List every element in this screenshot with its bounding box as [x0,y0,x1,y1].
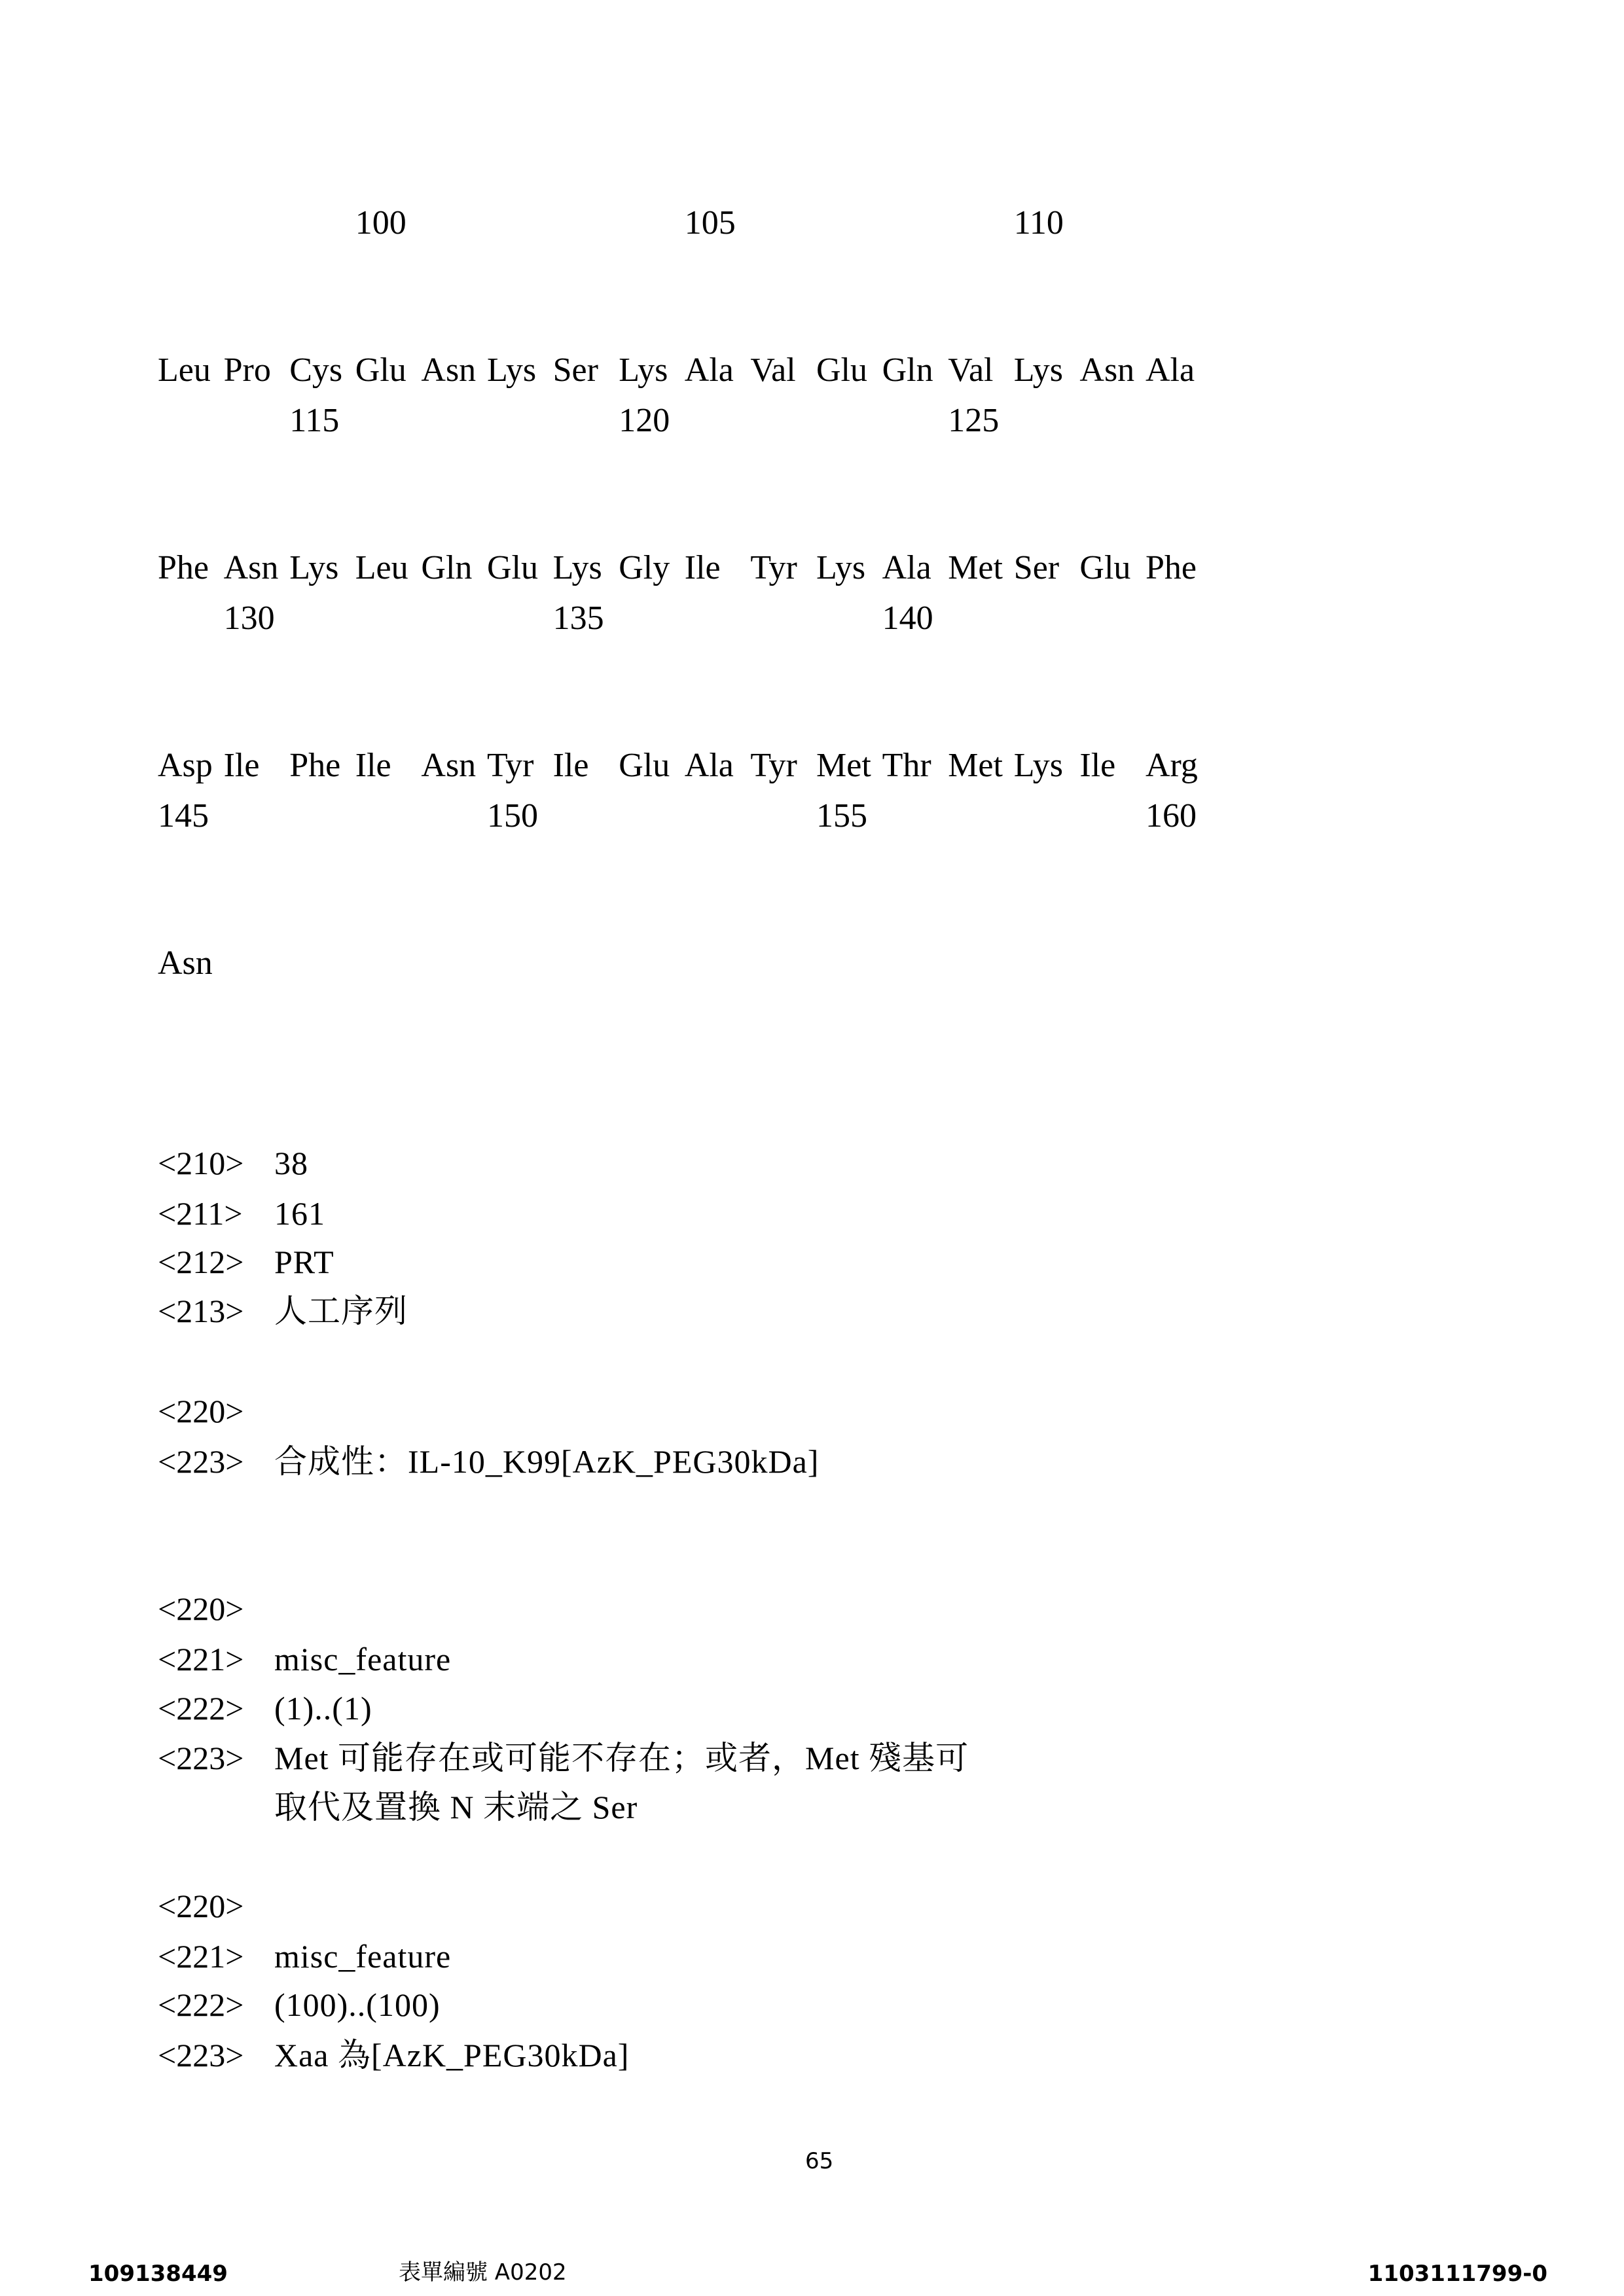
field-tag: <220> [158,1391,244,1431]
residue: Tyr [750,548,816,588]
residue: Lys [553,548,619,588]
residue: Ile [1079,746,1145,785]
residue: Ile [685,548,750,588]
residue: Leu [158,351,223,390]
form-number: 表單編號 A0202 [399,2259,567,2286]
residue-position-number: 110 [1014,204,1079,243]
residue: Leu [355,548,421,588]
residue: Asn [158,944,223,983]
residue: Glu [487,548,552,588]
residue-position-number: 135 [553,599,619,638]
residue-position-number: 140 [882,599,948,638]
residue-position-number: 155 [816,797,882,836]
field-tag: <221> [158,1937,244,1976]
field-tag: <222> [158,1985,244,2024]
field-tag: <211> [158,1194,243,1233]
residue: Ile [553,746,619,785]
residue: Phe [158,548,223,588]
residue: Lys [816,548,882,588]
residue: Glu [1079,548,1145,588]
residue-position-number: 115 [289,401,355,440]
residue: Asn [224,548,289,588]
residue-position-number: 120 [619,401,684,440]
residue: Phe [289,746,355,785]
field-value: 人工序列 [274,1291,408,1331]
residue: Asn [421,351,486,390]
residue: Ser [1014,548,1079,588]
residue-position-number: 145 [158,797,223,836]
field-value: PRT [274,1242,334,1282]
field-value: (100)..(100) [274,1985,441,2024]
field-value: misc_feature [274,1937,451,1976]
field-value: 161 [274,1194,325,1233]
residue: Asn [1079,351,1145,390]
residue: Cys [289,351,355,390]
residue: Glu [816,351,882,390]
residue: Met [948,746,1013,785]
document-number: 1103111799-0 [1368,2261,1547,2287]
residue: Tyr [487,746,552,785]
residue-position-number: 100 [355,204,421,243]
residue: Lys [1014,351,1079,390]
residue: Arg [1146,746,1211,785]
residue: Lys [289,548,355,588]
residue: Lys [619,351,684,390]
field-value: 38 [274,1143,308,1183]
field-value: 取代及置換 N 末端之 Ser [274,1787,638,1827]
residue: Gly [619,548,684,588]
page-number: 65 [805,2148,833,2174]
field-value: (1)..(1) [274,1689,372,1728]
residue: Pro [224,351,289,390]
field-value: 合成性：IL-10_K99[AzK_PEG30kDa] [274,1442,819,1481]
residue: Asp [158,746,223,785]
residue: Glu [619,746,684,785]
residue: Asn [421,746,486,785]
residue-position-number: 125 [948,401,1013,440]
field-tag: <212> [158,1242,244,1282]
field-tag: <221> [158,1640,244,1679]
residue: Met [948,548,1013,588]
field-value: Xaa 為[AzK_PEG30kDa] [274,2036,629,2075]
residue: Ala [882,548,948,588]
field-tag: <220> [158,1589,244,1628]
residue: Glu [355,351,421,390]
field-value: Met 可能存在或可能不存在；或者，Met 殘基可 [274,1738,969,1778]
residue-position-number: 160 [1146,797,1211,836]
residue: Lys [487,351,552,390]
field-tag: <222> [158,1689,244,1728]
field-tag: <223> [158,2036,244,2075]
residue: Ala [685,746,750,785]
residue: Val [948,351,1013,390]
residue: Lys [1014,746,1079,785]
residue: Ile [224,746,289,785]
field-tag: <223> [158,1442,244,1481]
residue: Gln [882,351,948,390]
residue: Val [750,351,816,390]
field-tag: <213> [158,1291,244,1331]
residue-position-number: 150 [487,797,552,836]
residue-position-number: 130 [224,599,289,638]
field-tag: <223> [158,1738,244,1778]
residue: Phe [1146,548,1211,588]
residue: Ala [1146,351,1211,390]
residue: Tyr [750,746,816,785]
residue: Ile [355,746,421,785]
residue: Thr [882,746,948,785]
residue: Ser [553,351,619,390]
residue: Ala [685,351,750,390]
field-tag: <220> [158,1886,244,1926]
residue-position-number: 105 [685,204,750,243]
application-number: 109138449 [88,2261,228,2287]
residue: Met [816,746,882,785]
field-value: misc_feature [274,1640,451,1679]
residue: Gln [421,548,486,588]
field-tag: <210> [158,1143,244,1183]
